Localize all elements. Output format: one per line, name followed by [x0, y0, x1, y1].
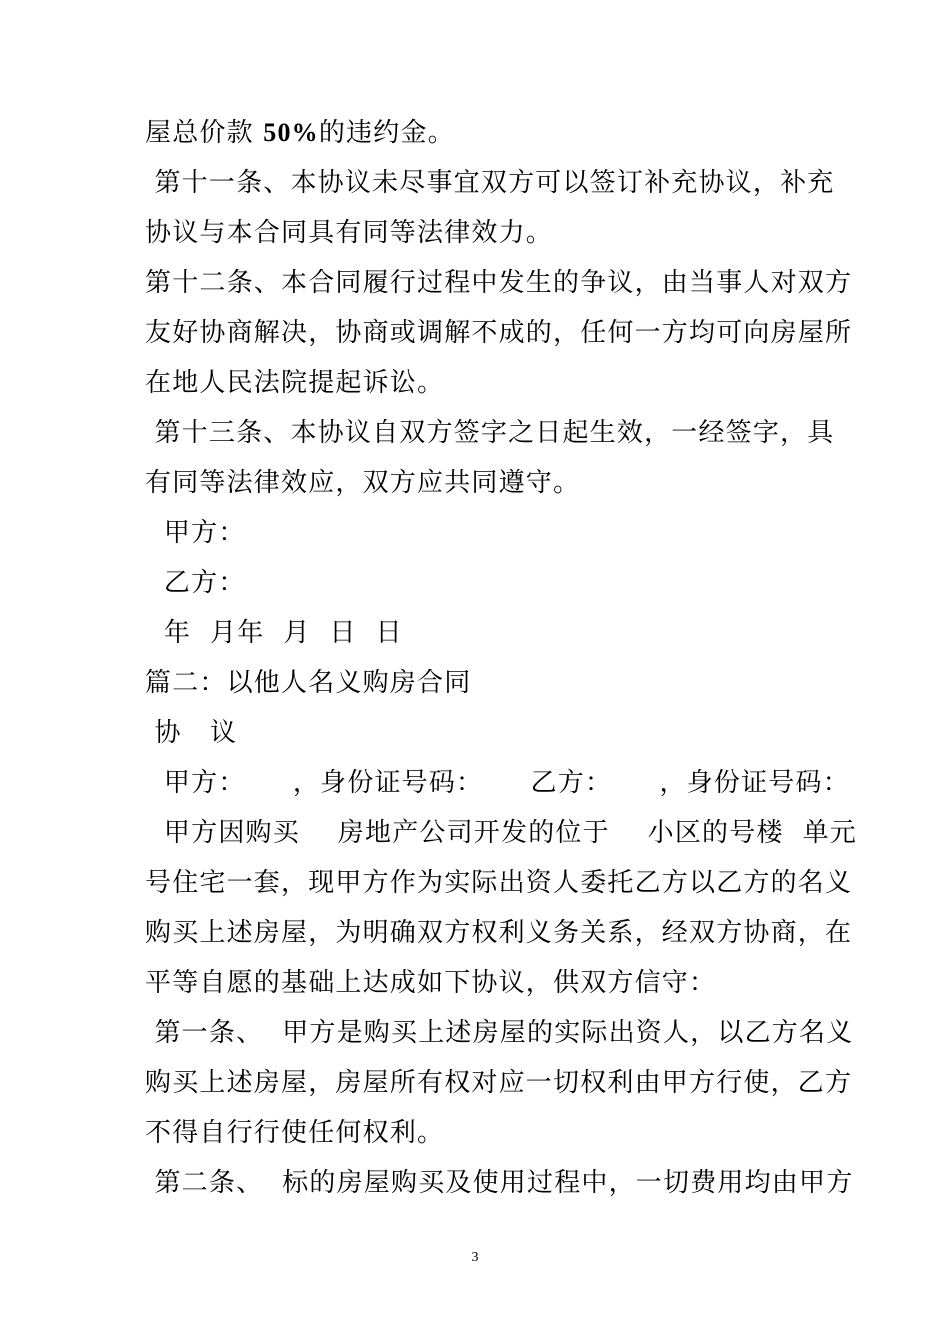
text-line-2: 第十一条、本协议未尽事宜双方可以签订补充协议，补充 — [145, 168, 835, 198]
text-line-6: 在地人民法院提起诉讼。 — [145, 368, 445, 398]
signature-date-line: 年 月年 月 日 日 — [145, 618, 403, 648]
text-line-4: 第十二条、本合同履行过程中发生的争议，由当事人对双方 — [145, 268, 853, 298]
text-line-5: 友好协商解决，协商或调解不成的，任何一方均可向房屋所 — [145, 318, 853, 348]
penalty-percentage: 50% — [263, 118, 319, 147]
party-a-signature-label: 甲方： — [145, 518, 246, 548]
agreement-title: 协 议 — [145, 718, 238, 748]
text-line-8: 有同等法律效应，双方应共同遵守。 — [145, 468, 581, 498]
text-line-20: 不得自行行使任何权利。 — [145, 1118, 445, 1148]
text-line-19: 购买上述房屋，房屋所有权对应一切权利由甲方行使，乙方 — [145, 1068, 853, 1098]
text-segment: 的违约金。 — [318, 118, 455, 148]
text-line-3: 协议与本合同具有同等法律效力。 — [145, 218, 554, 248]
text-line-16: 购买上述房屋，为明确双方权利义务关系，经双方协商，在 — [145, 918, 853, 948]
section-heading: 篇二：以他人名义购房合同 — [145, 668, 472, 698]
text-segment: 屋总价款 — [145, 118, 264, 148]
party-b-signature-label: 乙方： — [145, 568, 246, 598]
text-line-7: 第十三条、本协议自双方签字之日起生效，一经签字，具 — [145, 418, 835, 448]
text-line-14: 甲方因购买 房地产公司开发的位于 小区的号楼 单元 — [145, 818, 857, 848]
text-line-15: 号住宅一套，现甲方作为实际出资人委托乙方以乙方的名义 — [145, 868, 853, 898]
text-line-18: 第一条、 甲方是购买上述房屋的实际出资人，以乙方名义 — [145, 1018, 854, 1048]
text-line-1 — [145, 118, 455, 148]
text-line-21: 第二条、 标的房屋购买及使用过程中，一切费用均由甲方 — [145, 1168, 854, 1198]
parties-line: 甲方： ，身份证号码： 乙方： ，身份证号码： — [145, 768, 850, 798]
text-line-17: 平等自愿的基础上达成如下协议，供双方信守： — [145, 968, 717, 998]
page-number: 3 — [471, 1250, 479, 1265]
